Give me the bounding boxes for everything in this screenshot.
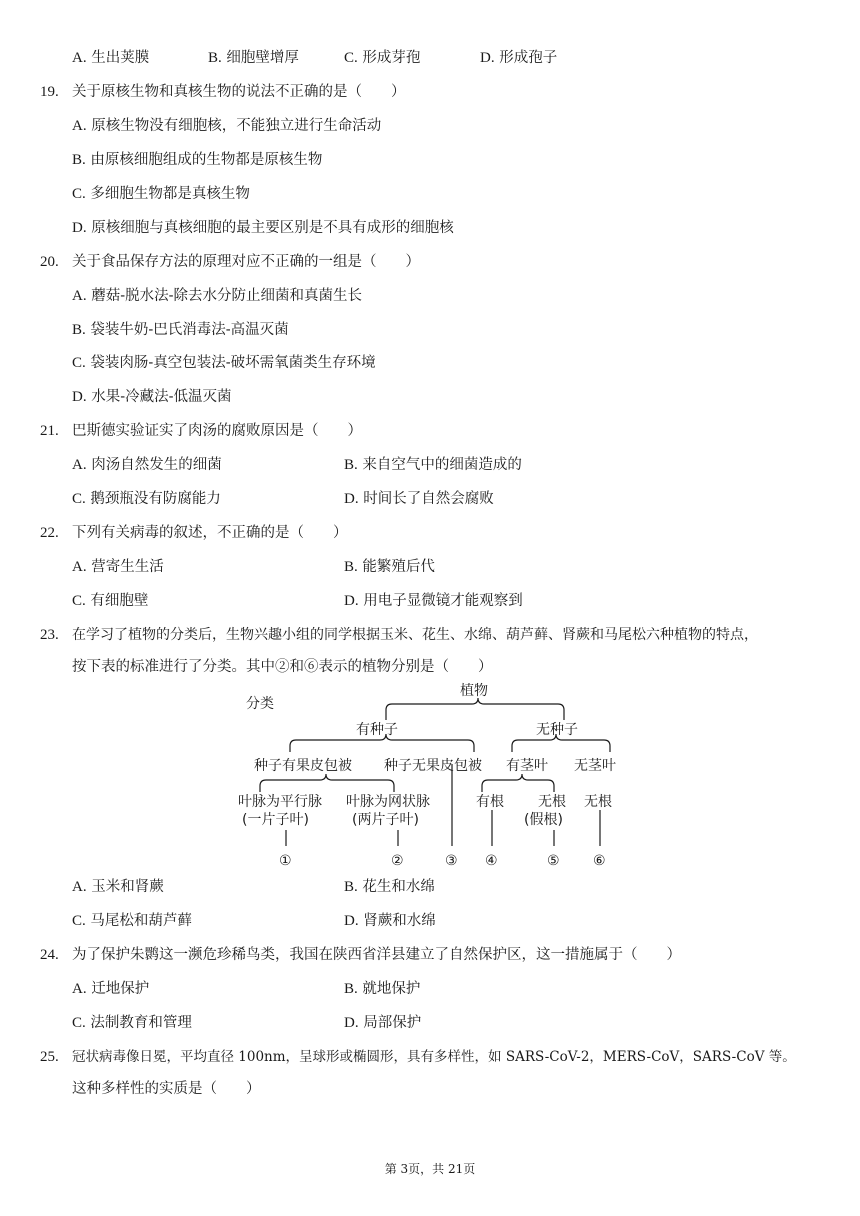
q24-option-c: C. 法制教育和管理	[72, 1015, 192, 1031]
diagram-root-yes: 有根	[476, 794, 504, 810]
diagram-root-no-3: 无根	[584, 794, 612, 810]
page-footer: 第 3页，共 21页	[384, 1162, 476, 1176]
q23-option-b: B. 花生和水绵	[344, 879, 435, 895]
q21-option-d: D. 时间长了自然会腐败	[344, 491, 494, 507]
diagram-n4: ④	[485, 853, 498, 869]
diagram-net-2: (两片子叶)	[352, 812, 419, 828]
q22-option-c: C. 有细胞壁	[72, 593, 149, 609]
q21-option-c: C. 鹅颈瓶没有防腐能力	[72, 491, 221, 507]
diagram-angio: 种子有果皮包被	[254, 758, 352, 774]
diagram-gymno: 种子无果皮包被	[384, 758, 482, 774]
diagram-root-no-2: (假根)	[524, 812, 563, 828]
diagram-stem: 有茎叶	[506, 758, 548, 774]
q21-option-a: A. 肉汤自然发生的细菌	[72, 457, 222, 473]
q22-option-d: D. 用电子显微镜才能观察到	[344, 593, 523, 609]
q22-option-b: B. 能繁殖后代	[344, 559, 435, 575]
classification-diagram	[230, 680, 630, 876]
diagram-n1: ①	[279, 853, 292, 869]
diagram-root: 植物	[460, 683, 488, 699]
q23-option-c: C. 马尾松和葫芦藓	[72, 913, 192, 929]
diagram-net-1: 叶脉为网状脉	[346, 794, 430, 810]
diagram-n5: ⑤	[547, 853, 560, 869]
diagram-n3: ③	[445, 853, 458, 869]
q24-option-b: B. 就地保护	[344, 981, 421, 997]
diagram-parallel-2: (一片子叶)	[242, 812, 309, 828]
diagram-root-no-1: 无根	[538, 794, 566, 810]
diagram-n6: ⑥	[593, 853, 606, 869]
diagram-parallel-1: 叶脉为平行脉	[238, 794, 322, 810]
q18-option-a: A. 生出荚膜	[72, 50, 150, 66]
q23-option-a: A. 玉米和肾蕨	[72, 879, 164, 895]
q21-option-b: B. 来自空气中的细菌造成的	[344, 457, 522, 473]
diagram-noseed: 无种子	[536, 722, 578, 738]
q24-option-d: D. 局部保护	[344, 1015, 422, 1031]
q18-option-c: C. 形成芽孢	[344, 50, 421, 66]
q18-option-b: B. 细胞壁增厚	[208, 50, 299, 66]
diagram-label-classify: 分类	[246, 696, 274, 712]
diagram-nostem: 无茎叶	[574, 758, 616, 774]
q23-option-d: D. 肾蕨和水绵	[344, 913, 436, 929]
q18-option-d: D. 形成孢子	[480, 50, 558, 66]
q24-option-a: A. 迁地保护	[72, 981, 150, 997]
diagram-seed: 有种子	[356, 722, 398, 738]
diagram-n2: ②	[391, 853, 404, 869]
q22-option-a: A. 营寄生生活	[72, 559, 164, 575]
